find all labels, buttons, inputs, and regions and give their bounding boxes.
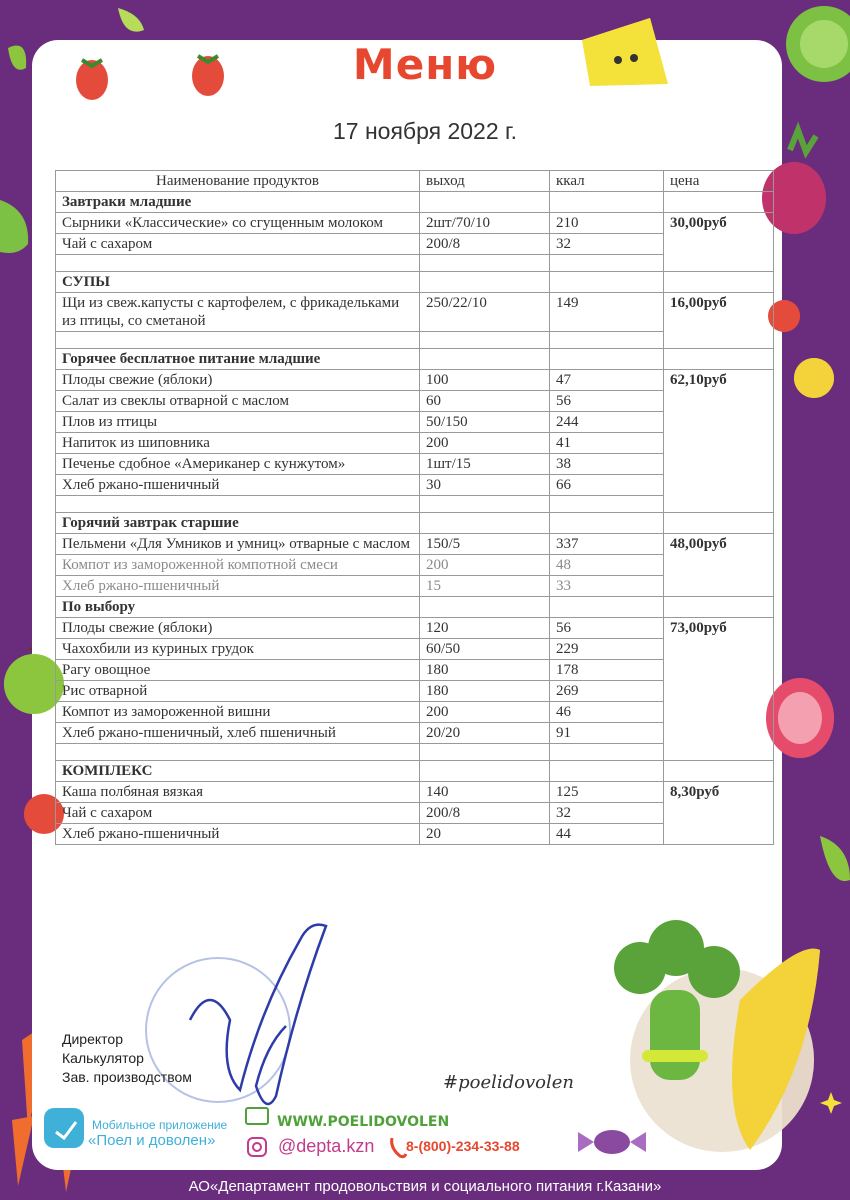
table-row	[56, 534, 774, 555]
item-price: 8,30руб	[664, 782, 774, 845]
app-icon	[44, 1108, 84, 1148]
empty-cell	[664, 192, 774, 213]
empty-cell	[550, 255, 664, 272]
item-portion: 200	[420, 433, 550, 454]
instagram-handle[interactable]: @depta.kzn	[278, 1136, 375, 1156]
steak-icon	[766, 678, 834, 758]
item-portion: 60/50	[420, 639, 550, 660]
item-kcal: 210	[550, 213, 664, 234]
column-header: Наименование продуктов	[56, 171, 420, 192]
table-row	[56, 782, 774, 803]
item-kcal: 66	[550, 475, 664, 496]
item-portion: 50/150	[420, 412, 550, 433]
empty-cell	[664, 597, 774, 618]
item-name: Плоды свежие (яблоки)	[56, 618, 420, 639]
section-row	[56, 349, 774, 370]
item-kcal: 47	[550, 370, 664, 391]
item-name: Плов из птицы	[56, 412, 420, 433]
item-kcal: 56	[550, 618, 664, 639]
section-title: Горячее бесплатное питание младшие	[56, 349, 420, 370]
item-price: 62,10руб	[664, 370, 774, 513]
empty-cell	[550, 513, 664, 534]
empty-cell	[550, 744, 664, 761]
item-kcal: 32	[550, 803, 664, 824]
signature-icon	[190, 925, 326, 1104]
menu-date: 17 ноября 2022 г.	[333, 118, 517, 144]
empty-cell	[550, 496, 664, 513]
item-portion: 200/8	[420, 234, 550, 255]
item-portion: 180	[420, 681, 550, 702]
item-kcal: 269	[550, 681, 664, 702]
menu-table	[55, 170, 774, 845]
table-row	[56, 213, 774, 234]
item-name: Печенье сдобное «Американер с кунжутом»	[56, 454, 420, 475]
item-portion: 15	[420, 576, 550, 597]
empty-cell	[664, 349, 774, 370]
item-price: 30,00руб	[664, 213, 774, 272]
empty-cell	[420, 349, 550, 370]
app-label: Мобильное приложение	[92, 1118, 228, 1132]
item-name: Плоды свежие (яблоки)	[56, 370, 420, 391]
item-portion: 20	[420, 824, 550, 845]
empty-cell	[664, 513, 774, 534]
item-name: Каша полбяная вязкая	[56, 782, 420, 803]
item-kcal: 244	[550, 412, 664, 433]
item-name: Напиток из шиповника	[56, 433, 420, 454]
empty-cell	[664, 272, 774, 293]
item-portion: 2шт/70/10	[420, 213, 550, 234]
empty-cell	[550, 192, 664, 213]
empty-cell	[420, 332, 550, 349]
item-name: Чай с сахаром	[56, 803, 420, 824]
table-row	[56, 293, 774, 332]
item-portion: 20/20	[420, 723, 550, 744]
lemon-icon	[794, 358, 834, 398]
item-kcal: 33	[550, 576, 664, 597]
item-price: 16,00руб	[664, 293, 774, 349]
item-kcal: 337	[550, 534, 664, 555]
empty-cell	[550, 761, 664, 782]
section-title: По выбору	[56, 597, 420, 618]
empty-cell	[420, 744, 550, 761]
empty-cell	[420, 192, 550, 213]
phone-number[interactable]: 8-(800)-234-33-88	[406, 1138, 520, 1154]
empty-cell	[420, 496, 550, 513]
item-kcal: 178	[550, 660, 664, 681]
item-portion: 120	[420, 618, 550, 639]
table-row	[56, 370, 774, 391]
menu-table-body	[56, 192, 774, 845]
footer-organization: АО«Департамент продовольствия и социального питания г.Казани»	[188, 1178, 662, 1195]
item-kcal: 44	[550, 824, 664, 845]
page-title: Меню	[352, 40, 498, 89]
empty-cell	[420, 761, 550, 782]
item-kcal: 46	[550, 702, 664, 723]
item-kcal: 125	[550, 782, 664, 803]
item-price: 73,00руб	[664, 618, 774, 761]
section-title: Горячий завтрак старшие	[56, 513, 420, 534]
item-kcal: 32	[550, 234, 664, 255]
empty-cell	[550, 597, 664, 618]
section-title: СУПЫ	[56, 272, 420, 293]
signer-calculator: Калькулятор	[62, 1050, 144, 1066]
item-portion: 180	[420, 660, 550, 681]
item-portion: 150/5	[420, 534, 550, 555]
item-kcal: 38	[550, 454, 664, 475]
item-portion: 60	[420, 391, 550, 412]
app-name: «Поел и доволен»	[88, 1132, 216, 1149]
item-name: Рис отварной	[56, 681, 420, 702]
empty-cell	[550, 349, 664, 370]
section-row	[56, 761, 774, 782]
item-name: Салат из свеклы отварной с маслом	[56, 391, 420, 412]
empty-cell	[664, 761, 774, 782]
item-kcal: 149	[550, 293, 664, 332]
item-portion: 200	[420, 702, 550, 723]
column-header: цена	[664, 171, 774, 192]
empty-cell	[550, 332, 664, 349]
item-name: Хлеб ржано-пшеничный	[56, 576, 420, 597]
item-kcal: 41	[550, 433, 664, 454]
column-header: выход	[420, 171, 550, 192]
section-row	[56, 192, 774, 213]
item-portion: 200/8	[420, 803, 550, 824]
item-name: Рагу овощное	[56, 660, 420, 681]
item-name: Пельмени «Для Умников и умниц» отварные с маслом	[56, 534, 420, 555]
item-name: Чай с сахаром	[56, 234, 420, 255]
website-link[interactable]: WWW.POELIDOVOLEN	[277, 1114, 450, 1130]
item-name: Компот из замороженной вишни	[56, 702, 420, 723]
item-name: Сырники «Классические» со сгущенным молоком	[56, 213, 420, 234]
item-kcal: 91	[550, 723, 664, 744]
item-name: Компот из замороженной компотной смеси	[56, 555, 420, 576]
item-price: 48,00руб	[664, 534, 774, 597]
item-portion: 140	[420, 782, 550, 803]
signer-director: Директор	[62, 1031, 123, 1047]
instagram-icon	[248, 1138, 266, 1156]
item-name: Щи из свеж.капусты с картофелем, с фрикадельками из птицы, со сметаной	[56, 293, 420, 332]
item-portion: 250/22/10	[420, 293, 550, 332]
item-portion: 1шт/15	[420, 454, 550, 475]
item-kcal: 229	[550, 639, 664, 660]
signer-production-head: Зав. производством	[62, 1069, 192, 1085]
section-row	[56, 597, 774, 618]
item-kcal: 48	[550, 555, 664, 576]
item-portion: 100	[420, 370, 550, 391]
item-name: Хлеб ржано-пшеничный	[56, 475, 420, 496]
empty-cell	[420, 513, 550, 534]
empty-cell	[550, 272, 664, 293]
item-portion: 200	[420, 555, 550, 576]
section-row	[56, 272, 774, 293]
section-title: КОМПЛЕКС	[56, 761, 420, 782]
empty-cell	[56, 255, 420, 272]
item-name: Чахохбили из куриных грудок	[56, 639, 420, 660]
section-row	[56, 513, 774, 534]
empty-cell	[420, 272, 550, 293]
empty-cell	[56, 744, 420, 761]
item-portion: 30	[420, 475, 550, 496]
empty-cell	[420, 255, 550, 272]
table-row	[56, 618, 774, 639]
www-icon	[246, 1108, 268, 1124]
empty-cell	[420, 597, 550, 618]
empty-cell	[56, 332, 420, 349]
item-name: Хлеб ржано-пшеничный	[56, 824, 420, 845]
phone-icon	[392, 1138, 406, 1157]
item-name: Хлеб ржано-пшеничный, хлеб пшеничный	[56, 723, 420, 744]
signatures	[62, 1030, 192, 1087]
column-header: ккал	[550, 171, 664, 192]
empty-cell	[56, 496, 420, 513]
table-header-row	[56, 171, 774, 192]
item-kcal: 56	[550, 391, 664, 412]
hashtag: #poelidovolen	[443, 1072, 574, 1093]
candy-icon	[578, 1130, 646, 1154]
section-title: Завтраки младшие	[56, 192, 420, 213]
